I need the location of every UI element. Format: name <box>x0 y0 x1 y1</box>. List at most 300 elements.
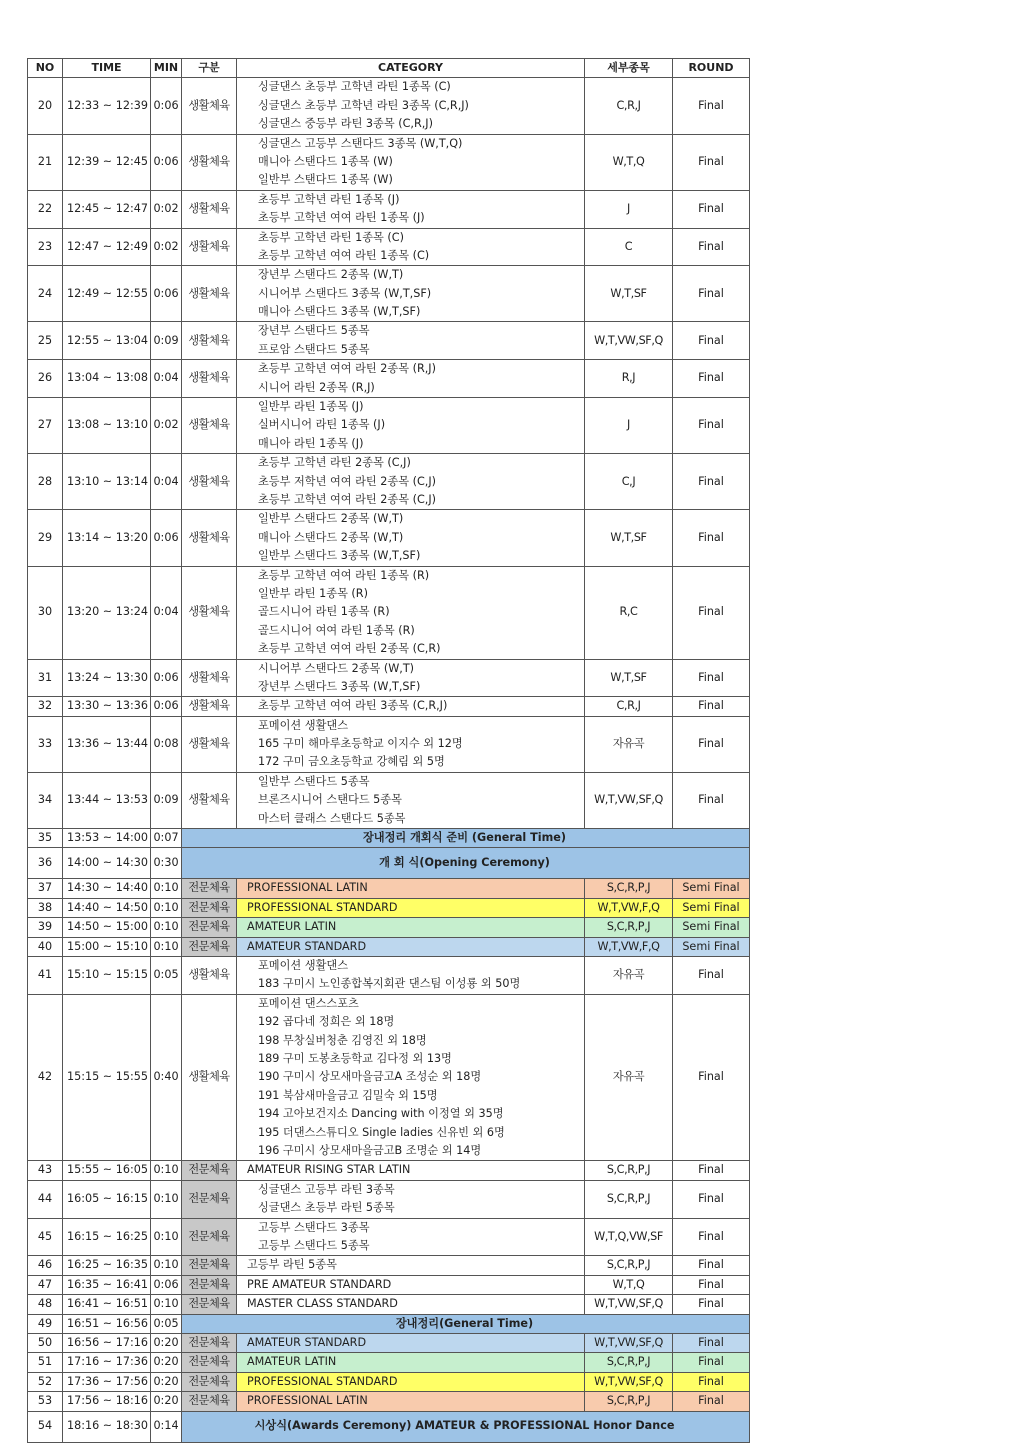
row-number: 48 <box>28 1295 63 1314</box>
row-category <box>237 1392 585 1411</box>
row-type: 생활체육 <box>182 566 237 659</box>
category-line: 일반부 라틴 1종목 (J) <box>258 400 364 414</box>
row-time: 16:56 ~ 17:16 <box>63 1333 151 1352</box>
row-detail: C <box>585 228 673 266</box>
row-type: 생활체육 <box>182 510 237 566</box>
category-line: 싱글댄스 중등부 라틴 3종목 (C,R,J) <box>258 117 433 131</box>
category-line: 마스터 클래스 스탠다드 5종목 <box>258 811 406 825</box>
row-time: 13:14 ~ 13:20 <box>63 510 151 566</box>
category-line: 189 구미 도봉초등학교 김다정 외 13명 <box>258 1052 452 1066</box>
header-round: ROUND <box>673 59 750 78</box>
category-line: 포메이션 생활댄스 <box>258 718 349 732</box>
row-number: 40 <box>28 937 63 956</box>
row-detail: C,R,J <box>585 78 673 134</box>
general-time-band: 시상식(Awards Ceremony) AMATEUR & PROFESSIONAL Honor Dance <box>182 1411 750 1442</box>
category-line: 싱글댄스 초등부 고학년 라틴 1종목 (C) <box>258 80 451 94</box>
table-row <box>28 1275 750 1294</box>
row-time: 17:36 ~ 17:56 <box>63 1372 151 1391</box>
category-line: 고등부 스탠다드 3종목 <box>258 1220 370 1234</box>
row-minutes: 0:06 <box>151 1275 182 1294</box>
row-category <box>237 994 585 1161</box>
row-category <box>237 1275 585 1294</box>
row-round: Final <box>673 228 750 266</box>
row-minutes: 0:05 <box>151 1314 182 1333</box>
category-line: 포메이션 생활댄스 <box>258 959 349 973</box>
row-detail: W,T,VW,SF,Q <box>585 1372 673 1391</box>
row-detail: S,C,R,P,J <box>585 1256 673 1275</box>
row-time: 13:36 ~ 13:44 <box>63 716 151 772</box>
category-line: 196 구미시 상모새마을금고B 조명순 외 14명 <box>258 1143 482 1157</box>
table-row <box>28 829 750 848</box>
row-number: 23 <box>28 228 63 266</box>
category-line: 골드시니어 여여 라틴 1종목 (R) <box>258 623 415 637</box>
table-row <box>28 716 750 772</box>
row-round: Final <box>673 266 750 322</box>
table-row <box>28 266 750 322</box>
row-round: Final <box>673 659 750 697</box>
row-round: Final <box>673 78 750 134</box>
row-round: Final <box>673 454 750 510</box>
row-category <box>237 322 585 360</box>
row-type: 생활체육 <box>182 228 237 266</box>
row-type: 전문체육 <box>182 1275 237 1294</box>
row-time: 15:10 ~ 15:15 <box>63 957 151 995</box>
category-line: 고등부 스탠다드 5종목 <box>258 1238 370 1252</box>
row-minutes: 0:06 <box>151 266 182 322</box>
header-type: 구분 <box>182 59 237 78</box>
header-category: CATEGORY <box>237 59 585 78</box>
row-round: Final <box>673 957 750 995</box>
category-line: 초등부 고학년 라틴 2종목 (C,J) <box>258 456 411 470</box>
row-minutes: 0:06 <box>151 697 182 716</box>
row-category <box>237 228 585 266</box>
row-type: 생활체육 <box>182 659 237 697</box>
row-time: 12:55 ~ 13:04 <box>63 322 151 360</box>
row-category <box>237 1372 585 1391</box>
table-row <box>28 1333 750 1352</box>
row-type: 전문체육 <box>182 1161 237 1180</box>
row-number: 35 <box>28 829 63 848</box>
row-category <box>237 1180 585 1218</box>
row-minutes: 0:06 <box>151 510 182 566</box>
row-number: 47 <box>28 1275 63 1294</box>
row-detail: S,C,R,P,J <box>585 1392 673 1411</box>
row-number: 26 <box>28 360 63 398</box>
row-detail: W,T,VW,SF,Q <box>585 1295 673 1314</box>
row-detail: 자유곡 <box>585 994 673 1161</box>
row-round: Final <box>673 1295 750 1314</box>
category-line: PROFESSIONAL STANDARD <box>247 1374 398 1388</box>
row-type: 생활체육 <box>182 994 237 1161</box>
row-category <box>237 134 585 190</box>
row-detail: W,T,Q <box>585 134 673 190</box>
category-line: 초등부 고학년 여여 라틴 1종목 (R) <box>258 568 430 582</box>
row-minutes: 0:07 <box>151 829 182 848</box>
row-number: 43 <box>28 1161 63 1180</box>
general-time-band: 장내정리 개회식 준비 (General Time) <box>182 829 750 848</box>
row-time: 17:16 ~ 17:36 <box>63 1353 151 1372</box>
table-row <box>28 566 750 659</box>
row-type: 전문체육 <box>182 1392 237 1411</box>
row-type: 생활체육 <box>182 398 237 454</box>
row-minutes: 0:10 <box>151 1180 182 1218</box>
row-category <box>237 360 585 398</box>
row-time: 13:08 ~ 13:10 <box>63 398 151 454</box>
row-number: 21 <box>28 134 63 190</box>
category-line: 초등부 고학년 여여 라틴 2종목 (C,J) <box>258 493 436 506</box>
row-number: 46 <box>28 1256 63 1275</box>
row-time: 12:39 ~ 12:45 <box>63 134 151 190</box>
category-line: 실버시니어 라틴 1종목 (J) <box>258 418 386 432</box>
row-round: Final <box>673 716 750 772</box>
row-minutes: 0:10 <box>151 937 182 956</box>
row-detail: R,J <box>585 360 673 398</box>
row-category <box>237 1256 585 1275</box>
row-number: 27 <box>28 398 63 454</box>
row-detail: W,T,SF <box>585 659 673 697</box>
table-body <box>28 78 750 1442</box>
row-category <box>237 918 585 937</box>
row-number: 28 <box>28 454 63 510</box>
row-round: Semi Final <box>673 918 750 937</box>
row-detail: W,T,VW,SF,Q <box>585 322 673 360</box>
row-round: Final <box>673 1218 750 1256</box>
category-line: 일반부 스탠다드 2종목 (W,T) <box>258 512 404 526</box>
category-line: 초등부 고학년 라틴 1종목 (C) <box>258 230 404 244</box>
row-minutes: 0:10 <box>151 1256 182 1275</box>
table-row <box>28 659 750 697</box>
category-line: 매니아 스탠다드 2종목 (W,T) <box>258 530 404 544</box>
row-minutes: 0:04 <box>151 454 182 510</box>
row-detail: 자유곡 <box>585 716 673 772</box>
row-round: Final <box>673 1275 750 1294</box>
row-time: 16:35 ~ 16:41 <box>63 1275 151 1294</box>
table-row <box>28 510 750 566</box>
row-category <box>237 1333 585 1352</box>
row-time: 16:05 ~ 16:15 <box>63 1180 151 1218</box>
category-line: PRE AMATEUR STANDARD <box>247 1277 392 1291</box>
row-category <box>237 78 585 134</box>
category-line: 프로암 스탠다드 5종목 <box>258 342 370 356</box>
row-detail: W,T,VW,SF,Q <box>585 1333 673 1352</box>
category-line: 198 무창실버청춘 김영진 외 18명 <box>258 1033 427 1047</box>
row-round: Final <box>673 1161 750 1180</box>
row-minutes: 0:08 <box>151 716 182 772</box>
row-category <box>237 398 585 454</box>
row-number: 45 <box>28 1218 63 1256</box>
table-row <box>28 1372 750 1391</box>
row-minutes: 0:10 <box>151 918 182 937</box>
table-row <box>28 957 750 995</box>
row-number: 31 <box>28 659 63 697</box>
category-line: 싱글댄스 초등부 라틴 5종목 <box>258 1201 395 1215</box>
row-category <box>237 1161 585 1180</box>
row-type: 생활체육 <box>182 454 237 510</box>
row-type: 생활체육 <box>182 190 237 228</box>
row-minutes: 0:04 <box>151 566 182 659</box>
row-minutes: 0:06 <box>151 134 182 190</box>
category-line: 브론즈시니어 스탠다드 5종목 <box>258 793 402 807</box>
table-row <box>28 134 750 190</box>
category-line: 매니아 라틴 1종목 (J) <box>258 436 364 450</box>
row-category <box>237 1353 585 1372</box>
row-category <box>237 937 585 956</box>
row-minutes: 0:20 <box>151 1372 182 1391</box>
table-row <box>28 772 750 828</box>
row-type: 생활체육 <box>182 78 237 134</box>
row-number: 29 <box>28 510 63 566</box>
row-minutes: 0:09 <box>151 772 182 828</box>
table-row <box>28 1411 750 1442</box>
row-time: 15:55 ~ 16:05 <box>63 1161 151 1180</box>
row-time: 13:20 ~ 13:24 <box>63 566 151 659</box>
row-number: 39 <box>28 918 63 937</box>
row-detail: S,C,R,P,J <box>585 1161 673 1180</box>
row-round: Final <box>673 566 750 659</box>
row-time: 15:00 ~ 15:10 <box>63 937 151 956</box>
row-detail: J <box>585 398 673 454</box>
row-category <box>237 266 585 322</box>
row-number: 51 <box>28 1353 63 1372</box>
row-category <box>237 772 585 828</box>
row-number: 24 <box>28 266 63 322</box>
row-type: 전문체육 <box>182 1353 237 1372</box>
row-type: 전문체육 <box>182 1295 237 1314</box>
row-minutes: 0:10 <box>151 898 182 917</box>
category-line: 싱글댄스 고등부 스탠다드 3종목 (W,T,Q) <box>258 136 463 150</box>
row-type: 생활체육 <box>182 134 237 190</box>
table-row <box>28 228 750 266</box>
row-detail: S,C,R,P,J <box>585 1353 673 1372</box>
row-round: Final <box>673 994 750 1161</box>
row-minutes: 0:10 <box>151 879 182 898</box>
row-detail: W,T,Q <box>585 1275 673 1294</box>
row-category <box>237 190 585 228</box>
row-type: 전문체육 <box>182 1218 237 1256</box>
row-round: Semi Final <box>673 898 750 917</box>
row-detail: R,C <box>585 566 673 659</box>
table-row <box>28 398 750 454</box>
category-line: 일반부 스탠다드 3종목 (W,T,SF) <box>258 549 421 563</box>
row-round: Final <box>673 1180 750 1218</box>
table-row <box>28 78 750 134</box>
category-line: 매니아 스탠다드 1종목 (W) <box>258 154 393 168</box>
row-number: 44 <box>28 1180 63 1218</box>
category-line: 초등부 고학년 여여 라틴 2종목 (C,R) <box>258 642 441 656</box>
row-time: 13:04 ~ 13:08 <box>63 360 151 398</box>
category-line: MASTER CLASS STANDARD <box>247 1297 398 1311</box>
table-row <box>28 1256 750 1275</box>
table-row <box>28 848 750 879</box>
table-row <box>28 1161 750 1180</box>
category-line: 일반부 스탠다드 1종목 (W) <box>258 173 393 187</box>
row-category <box>237 1295 585 1314</box>
table-row <box>28 898 750 917</box>
row-minutes: 0:04 <box>151 360 182 398</box>
row-number: 36 <box>28 848 63 879</box>
table-header <box>28 59 750 78</box>
row-number: 52 <box>28 1372 63 1391</box>
category-line: 초등부 고학년 라틴 1종목 (J) <box>258 192 400 206</box>
row-time: 12:49 ~ 12:55 <box>63 266 151 322</box>
row-minutes: 0:10 <box>151 1295 182 1314</box>
row-number: 20 <box>28 78 63 134</box>
category-line: AMATEUR LATIN <box>247 920 337 934</box>
category-line: 195 더댄스스튜디오 Single ladies 신유빈 외 6명 <box>258 1125 505 1139</box>
row-round: Semi Final <box>673 879 750 898</box>
table-row <box>28 1218 750 1256</box>
row-minutes: 0:02 <box>151 190 182 228</box>
row-number: 30 <box>28 566 63 659</box>
row-number: 34 <box>28 772 63 828</box>
header-detail: 세부종목 <box>585 59 673 78</box>
row-time: 13:10 ~ 13:14 <box>63 454 151 510</box>
row-round: Final <box>673 322 750 360</box>
row-type: 생활체육 <box>182 322 237 360</box>
row-minutes: 0:06 <box>151 659 182 697</box>
row-round: Semi Final <box>673 937 750 956</box>
category-line: 190 구미시 상모새마을금고A 조성순 외 18명 <box>258 1070 482 1084</box>
row-number: 32 <box>28 697 63 716</box>
row-minutes: 0:20 <box>151 1392 182 1411</box>
table-row <box>28 1392 750 1411</box>
schedule-table <box>27 58 750 1443</box>
row-time: 16:15 ~ 16:25 <box>63 1218 151 1256</box>
row-minutes: 0:06 <box>151 78 182 134</box>
row-round: Final <box>673 398 750 454</box>
row-detail: S,C,R,P,J <box>585 918 673 937</box>
row-round: Final <box>673 697 750 716</box>
row-time: 16:41 ~ 16:51 <box>63 1295 151 1314</box>
row-type: 생활체육 <box>182 697 237 716</box>
category-line: 초등부 고학년 여여 라틴 3종목 (C,R,J) <box>258 699 448 713</box>
row-time: 12:45 ~ 12:47 <box>63 190 151 228</box>
row-type: 생활체육 <box>182 716 237 772</box>
row-time: 13:24 ~ 13:30 <box>63 659 151 697</box>
row-round: Final <box>673 772 750 828</box>
general-time-band: 개 회 식(Opening Ceremony) <box>182 848 750 879</box>
category-line: AMATEUR STANDARD <box>247 1335 367 1349</box>
row-type: 전문체육 <box>182 1256 237 1275</box>
row-round: Final <box>673 1333 750 1352</box>
category-line: 장년부 스탠다드 2종목 (W,T) <box>258 268 404 282</box>
category-line: 초등부 저학년 여여 라틴 2종목 (C,J) <box>258 474 436 488</box>
category-line: 초등부 고학년 여여 라틴 1종목 (C) <box>258 248 430 262</box>
row-category <box>237 697 585 716</box>
table-row <box>28 697 750 716</box>
category-line: AMATEUR RISING STAR LATIN <box>247 1163 411 1177</box>
row-type: 전문체육 <box>182 879 237 898</box>
row-detail: C,R,J <box>585 697 673 716</box>
row-round: Final <box>673 190 750 228</box>
table-row <box>28 994 750 1161</box>
row-category <box>237 879 585 898</box>
category-line: 싱글댄스 고등부 라틴 3종목 <box>258 1182 395 1196</box>
row-detail: S,C,R,P,J <box>585 879 673 898</box>
category-line: 165 구미 해마루초등학교 이지수 외 12명 <box>258 737 463 751</box>
row-number: 50 <box>28 1333 63 1352</box>
row-time: 12:47 ~ 12:49 <box>63 228 151 266</box>
table-row <box>28 879 750 898</box>
row-category <box>237 957 585 995</box>
row-number: 54 <box>28 1411 63 1442</box>
row-round: Final <box>673 1256 750 1275</box>
table-row <box>28 322 750 360</box>
category-line: 장년부 스탠다드 3종목 (W,T,SF) <box>258 679 421 693</box>
row-type: 생활체육 <box>182 957 237 995</box>
row-minutes: 0:10 <box>151 1161 182 1180</box>
row-minutes: 0:09 <box>151 322 182 360</box>
category-line: 고등부 라틴 5종목 <box>247 1258 337 1272</box>
general-time-band: 장내정리(General Time) <box>182 1314 750 1333</box>
category-line: 초등부 고학년 여여 라틴 2종목 (R,J) <box>258 362 436 376</box>
category-line: 183 구미시 노인종합복지회관 댄스팀 이성룡 외 50명 <box>258 977 521 991</box>
row-type: 생활체육 <box>182 360 237 398</box>
row-detail: S,C,R,P,J <box>585 1180 673 1218</box>
table-row <box>28 360 750 398</box>
row-number: 53 <box>28 1392 63 1411</box>
row-detail: W,T,SF <box>585 266 673 322</box>
category-line: AMATEUR LATIN <box>247 1355 337 1369</box>
row-number: 22 <box>28 190 63 228</box>
row-round: Final <box>673 1372 750 1391</box>
row-detail: C,J <box>585 454 673 510</box>
row-type: 생활체육 <box>182 772 237 828</box>
table-row <box>28 190 750 228</box>
row-time: 17:56 ~ 18:16 <box>63 1392 151 1411</box>
row-number: 41 <box>28 957 63 995</box>
row-minutes: 0:14 <box>151 1411 182 1442</box>
category-line: PROFESSIONAL STANDARD <box>247 900 398 914</box>
row-time: 12:33 ~ 12:39 <box>63 78 151 134</box>
row-number: 38 <box>28 898 63 917</box>
row-time: 18:16 ~ 18:30 <box>63 1411 151 1442</box>
row-category <box>237 659 585 697</box>
category-line: 일반부 스탠다드 5종목 <box>258 774 370 788</box>
row-detail: J <box>585 190 673 228</box>
table-row <box>28 937 750 956</box>
row-minutes: 0:30 <box>151 848 182 879</box>
row-category <box>237 454 585 510</box>
category-line: 시니어부 스탠다드 2종목 (W,T) <box>258 661 415 675</box>
row-category <box>237 898 585 917</box>
row-time: 14:00 ~ 14:30 <box>63 848 151 879</box>
row-time: 13:30 ~ 13:36 <box>63 697 151 716</box>
row-number: 25 <box>28 322 63 360</box>
category-line: 194 고아보건지소 Dancing with 이정열 외 35명 <box>258 1107 504 1121</box>
row-minutes: 0:20 <box>151 1333 182 1352</box>
category-line: PROFESSIONAL LATIN <box>247 1394 368 1408</box>
row-time: 14:40 ~ 14:50 <box>63 898 151 917</box>
row-type: 전문체육 <box>182 1372 237 1391</box>
row-number: 37 <box>28 879 63 898</box>
category-line: 시니어부 스탠다드 3종목 (W,T,SF) <box>258 286 432 300</box>
row-round: Final <box>673 360 750 398</box>
row-time: 14:30 ~ 14:40 <box>63 879 151 898</box>
row-time: 14:50 ~ 15:00 <box>63 918 151 937</box>
category-line: PROFESSIONAL LATIN <box>247 881 368 895</box>
row-detail: W,T,VW,F,Q <box>585 898 673 917</box>
row-type: 전문체육 <box>182 937 237 956</box>
row-round: Final <box>673 1353 750 1372</box>
table-row <box>28 1353 750 1372</box>
category-line: 172 구미 금오초등학교 강혜림 외 5명 <box>258 755 445 769</box>
table-row <box>28 918 750 937</box>
row-time: 16:25 ~ 16:35 <box>63 1256 151 1275</box>
row-minutes: 0:05 <box>151 957 182 995</box>
row-detail: W,T,VW,F,Q <box>585 937 673 956</box>
row-detail: W,T,VW,SF,Q <box>585 772 673 828</box>
